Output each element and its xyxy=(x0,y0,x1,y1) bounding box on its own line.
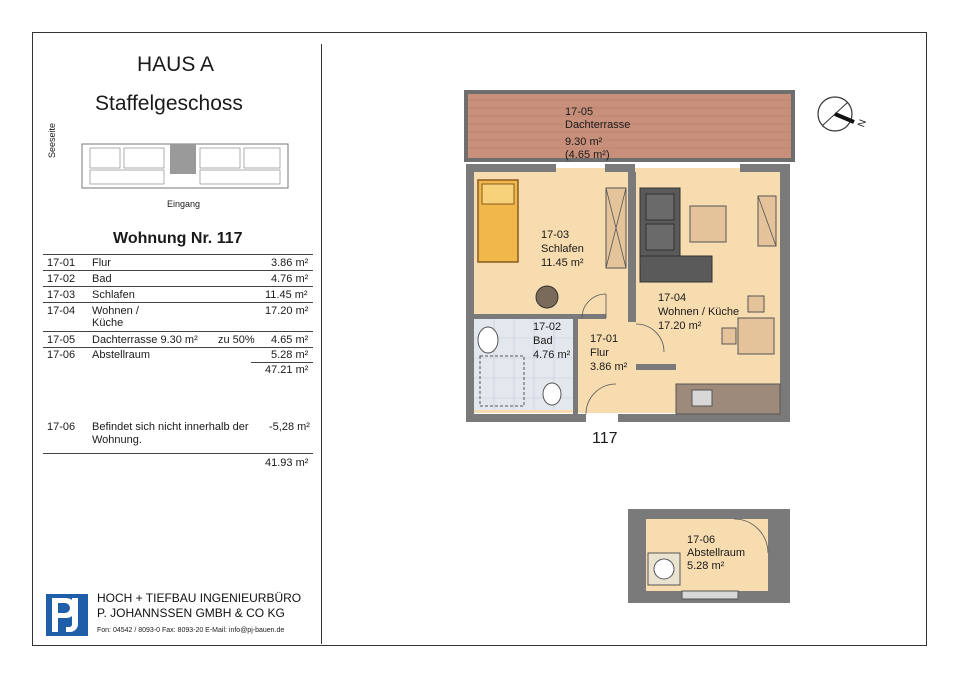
toilet xyxy=(543,383,561,405)
floor-plan xyxy=(460,88,800,433)
hall-area: 3.86 m² xyxy=(590,361,628,373)
bath-id: 17-02 xyxy=(533,321,562,333)
note-text: Befindet sich nicht innerhalb der xyxy=(92,421,249,433)
room-id: 17-01 xyxy=(47,257,76,269)
sink xyxy=(692,390,712,406)
bedroom-area: 11.45 m² xyxy=(541,257,584,269)
room-id: 17-05 xyxy=(47,334,76,346)
living-id: 17-04 xyxy=(658,292,687,304)
armchair xyxy=(536,286,558,308)
hall-name: Flur xyxy=(590,347,609,359)
coffee-table xyxy=(690,206,726,242)
room-id: 17-03 xyxy=(47,289,76,301)
living-name: Wohnen / Küche xyxy=(658,306,740,318)
room-area: 17.20 m² xyxy=(265,305,309,317)
storage-area: 5.28 m² xyxy=(687,560,725,572)
firm-name: HOCH + TIEFBAU INGENIEURBÜRO xyxy=(97,591,302,605)
pillow xyxy=(482,184,514,204)
terrace-area: 9.30 m² xyxy=(565,136,603,148)
room-id: 17-04 xyxy=(47,305,76,317)
room-name: Bad xyxy=(92,273,112,285)
bath-name: Bad xyxy=(533,335,553,347)
bedroom-id: 17-03 xyxy=(541,229,570,241)
washbasin xyxy=(478,327,498,353)
building-title: HAUS A xyxy=(137,53,215,76)
seeseite-label: Seeseite xyxy=(47,122,57,158)
note-id: 17-06 xyxy=(47,421,76,433)
window-sill xyxy=(682,591,738,599)
bedroom-name: Schlafen xyxy=(541,243,584,255)
note-text-line2: Wohnung. xyxy=(92,434,142,446)
room-id: 17-02 xyxy=(47,273,76,285)
table-top-rule xyxy=(43,254,313,255)
note-value: -5,28 m² xyxy=(269,421,310,433)
room-name: Dachterrasse 9.30 m² xyxy=(92,334,198,346)
room-name: Flur xyxy=(92,257,111,269)
chair xyxy=(722,328,736,344)
north-compass xyxy=(810,92,880,142)
room-area: 5.28 m² xyxy=(271,349,309,361)
chair xyxy=(748,296,764,312)
unit-number: 117 xyxy=(592,430,618,447)
terrace-half: (4.65 m²) xyxy=(565,149,610,161)
table-rule xyxy=(43,331,313,332)
room-name: Wohnen / xyxy=(92,305,139,317)
unit-title: Wohnung Nr. 117 xyxy=(113,230,243,247)
room-share: zu 50% xyxy=(218,334,255,346)
room-area: 11.45 m² xyxy=(265,289,308,301)
room-name-line2: Küche xyxy=(92,317,124,329)
subtotal-rule xyxy=(251,362,313,363)
storage-id: 17-06 xyxy=(687,534,716,546)
room-name: Abstellraum xyxy=(92,349,151,361)
dining-table xyxy=(738,318,774,354)
terrace-name: Dachterrasse xyxy=(565,119,631,131)
room-area: 4.65 m² xyxy=(271,334,309,346)
table-rule xyxy=(43,347,313,348)
bath-area: 4.76 m² xyxy=(533,349,571,361)
room-area: 4.76 m² xyxy=(271,273,309,285)
table-rule xyxy=(43,302,313,303)
room-area: 3.86 m² xyxy=(271,257,309,269)
room-name: Schlafen xyxy=(92,289,135,301)
total: 41.93 m² xyxy=(265,457,309,469)
panel-divider xyxy=(321,44,322,644)
living-area: 17.20 m² xyxy=(658,320,702,332)
floor-title: Staffelgeschoss xyxy=(95,92,243,115)
table-rule xyxy=(43,286,313,287)
table-rule xyxy=(43,270,313,271)
hall-id: 17-01 xyxy=(590,333,619,345)
sofa-chaise xyxy=(640,256,712,282)
firm-company: P. JOHANNSSEN GMBH & CO KG xyxy=(97,606,285,620)
subtotal: 47.21 m² xyxy=(265,364,309,376)
terrace-id: 17-05 xyxy=(565,106,594,118)
total-rule xyxy=(43,453,313,454)
firm-contact: Fon: 04542 / 8093-0 Fax: 8093-20 E-Mail: info@pj-bauen.de xyxy=(97,627,285,634)
key-plan xyxy=(80,140,290,196)
room-id: 17-06 xyxy=(47,349,76,361)
entrance-label: Eingang xyxy=(167,199,201,209)
storage-name: Abstellraum xyxy=(687,547,746,559)
north-label: N xyxy=(856,118,870,129)
pj-logo xyxy=(46,594,88,636)
